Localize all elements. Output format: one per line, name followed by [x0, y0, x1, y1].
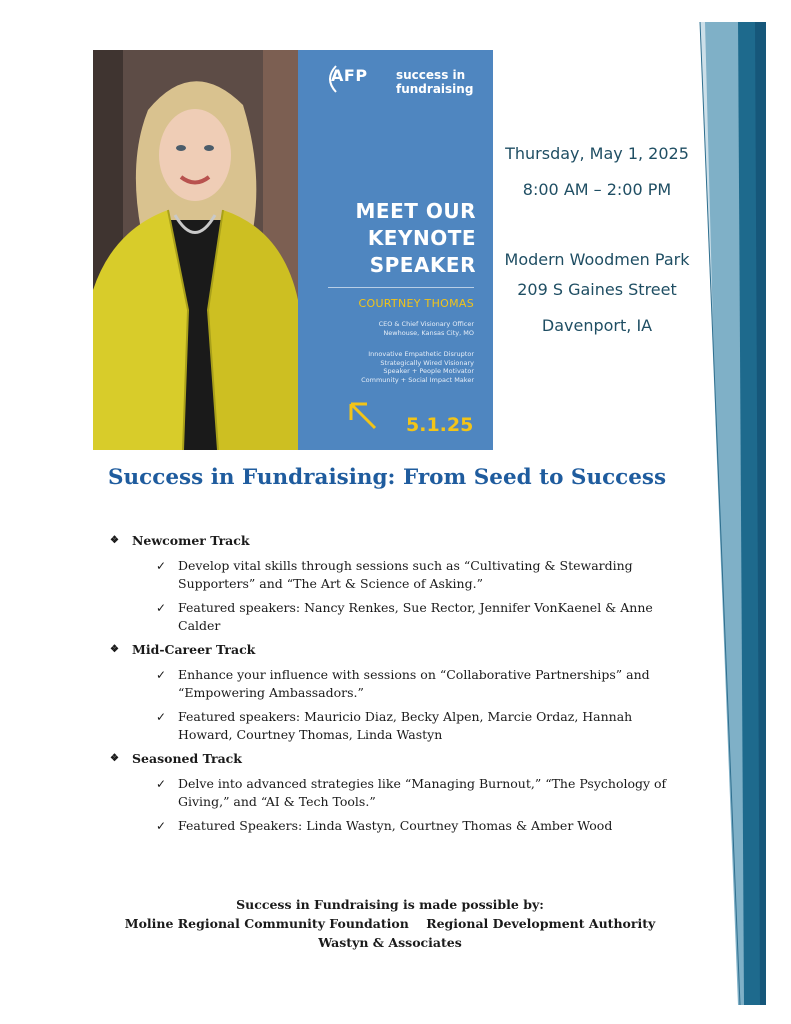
meet-line: SPEAKER [369, 253, 476, 277]
event-venue: Modern Woodmen Park [504, 250, 690, 269]
keynote-flyer [93, 50, 493, 450]
list-item [110, 666, 690, 702]
speaker-tag: Community + Social Impact Maker [361, 375, 474, 384]
sponsors-intro: Success in Fundraising is made possible by: [236, 897, 544, 912]
event-street: 209 S Gaines Street [517, 280, 677, 299]
meet-line: KEYNOTE [367, 226, 476, 250]
diamond-bullet-icon: ❖ [110, 644, 119, 655]
track-heading [110, 641, 690, 659]
event-city: Davenport, IA [541, 316, 653, 335]
checkmark-icon: ✓ [156, 601, 167, 615]
track-seasoned [110, 750, 690, 835]
date-short: 5.1.25 [406, 414, 474, 436]
brand-line-2: fundraising [396, 82, 474, 96]
sponsors-row: Moline Regional Community Foundation Regional Development Authority [124, 916, 656, 931]
list-item-text: Featured speakers: Nancy Renkes, Sue Rector, Jennifer VonKaenel & Anne Calder [178, 600, 653, 633]
speaker-tags [312, 350, 474, 384]
speaker-tag: Strategically Wired Visionary [380, 358, 474, 367]
checkmark-icon: ✓ [156, 819, 167, 833]
track-title: Seasoned Track [132, 751, 242, 766]
speaker-photo [93, 50, 298, 450]
track-list [110, 532, 690, 841]
list-item [110, 557, 690, 593]
speaker-tag: Speaker + People Motivator [383, 367, 474, 375]
track-mid-career [110, 641, 690, 744]
panel-divider [328, 287, 474, 288]
sponsors-block [90, 895, 690, 952]
brand-title [396, 68, 473, 96]
meet-line: MEET OUR [355, 199, 476, 223]
list-item [110, 775, 690, 811]
track-title: Mid-Career Track [132, 642, 256, 657]
checkmark-icon: ✓ [156, 710, 167, 724]
checkmark-icon: ✓ [156, 668, 167, 682]
speaker-tag: Innovative Empathetic Disruptor [368, 350, 474, 358]
sponsors-row: Wastyn & Associates [318, 935, 462, 950]
page-headline: Success in Fundraising: From Seed to Success [108, 465, 667, 490]
keynote-panel [298, 50, 493, 450]
speaker-title [318, 320, 474, 337]
list-item-text: Delve into advanced strategies like “Managing Burnout,” “The Psychology of Giving,” and “AI & Tech Tools.” [178, 776, 667, 809]
track-newcomer [110, 532, 690, 635]
brand-line-1: success in [396, 68, 466, 82]
diamond-bullet-icon: ❖ [110, 535, 119, 546]
track-heading [110, 750, 690, 768]
event-time: 8:00 AM – 2:00 PM [522, 180, 672, 199]
speaker-title-line: CEO & Chief Visionary Officer [378, 320, 474, 328]
afp-logo-text: AFP [331, 66, 368, 85]
checkmark-icon: ✓ [156, 777, 167, 791]
event-date: Thursday, May 1, 2025 [505, 144, 689, 163]
list-item [110, 817, 690, 835]
list-item-text: Featured speakers: Mauricio Diaz, Becky Alpen, Marcie Ordaz, Hannah Howard, Courtney Thomas, Linda Wastyn [178, 709, 633, 742]
list-item [110, 708, 690, 744]
track-heading [110, 532, 690, 550]
checkmark-icon: ✓ [156, 559, 167, 573]
arrow-up-left-icon [345, 398, 379, 432]
list-item-text: Enhance your influence with sessions on “Collaborative Partnerships” and “Empowering Ambassadors.” [178, 667, 650, 700]
track-title: Newcomer Track [132, 533, 250, 548]
diamond-bullet-icon: ❖ [110, 753, 119, 764]
list-item [110, 599, 690, 635]
list-item-text: Develop vital skills through sessions such as “Cultivating & Stewarding Supporters” and “The Art & Science of Asking.” [178, 558, 633, 591]
speaker-title-line: Newhouse, Kansas City, MO [383, 328, 474, 337]
speaker-name: COURTNEY THOMAS [358, 297, 474, 310]
list-item-text: Featured Speakers: Linda Wastyn, Courtney Thomas & Amber Wood [178, 818, 613, 833]
meet-keynote-heading [316, 198, 476, 279]
